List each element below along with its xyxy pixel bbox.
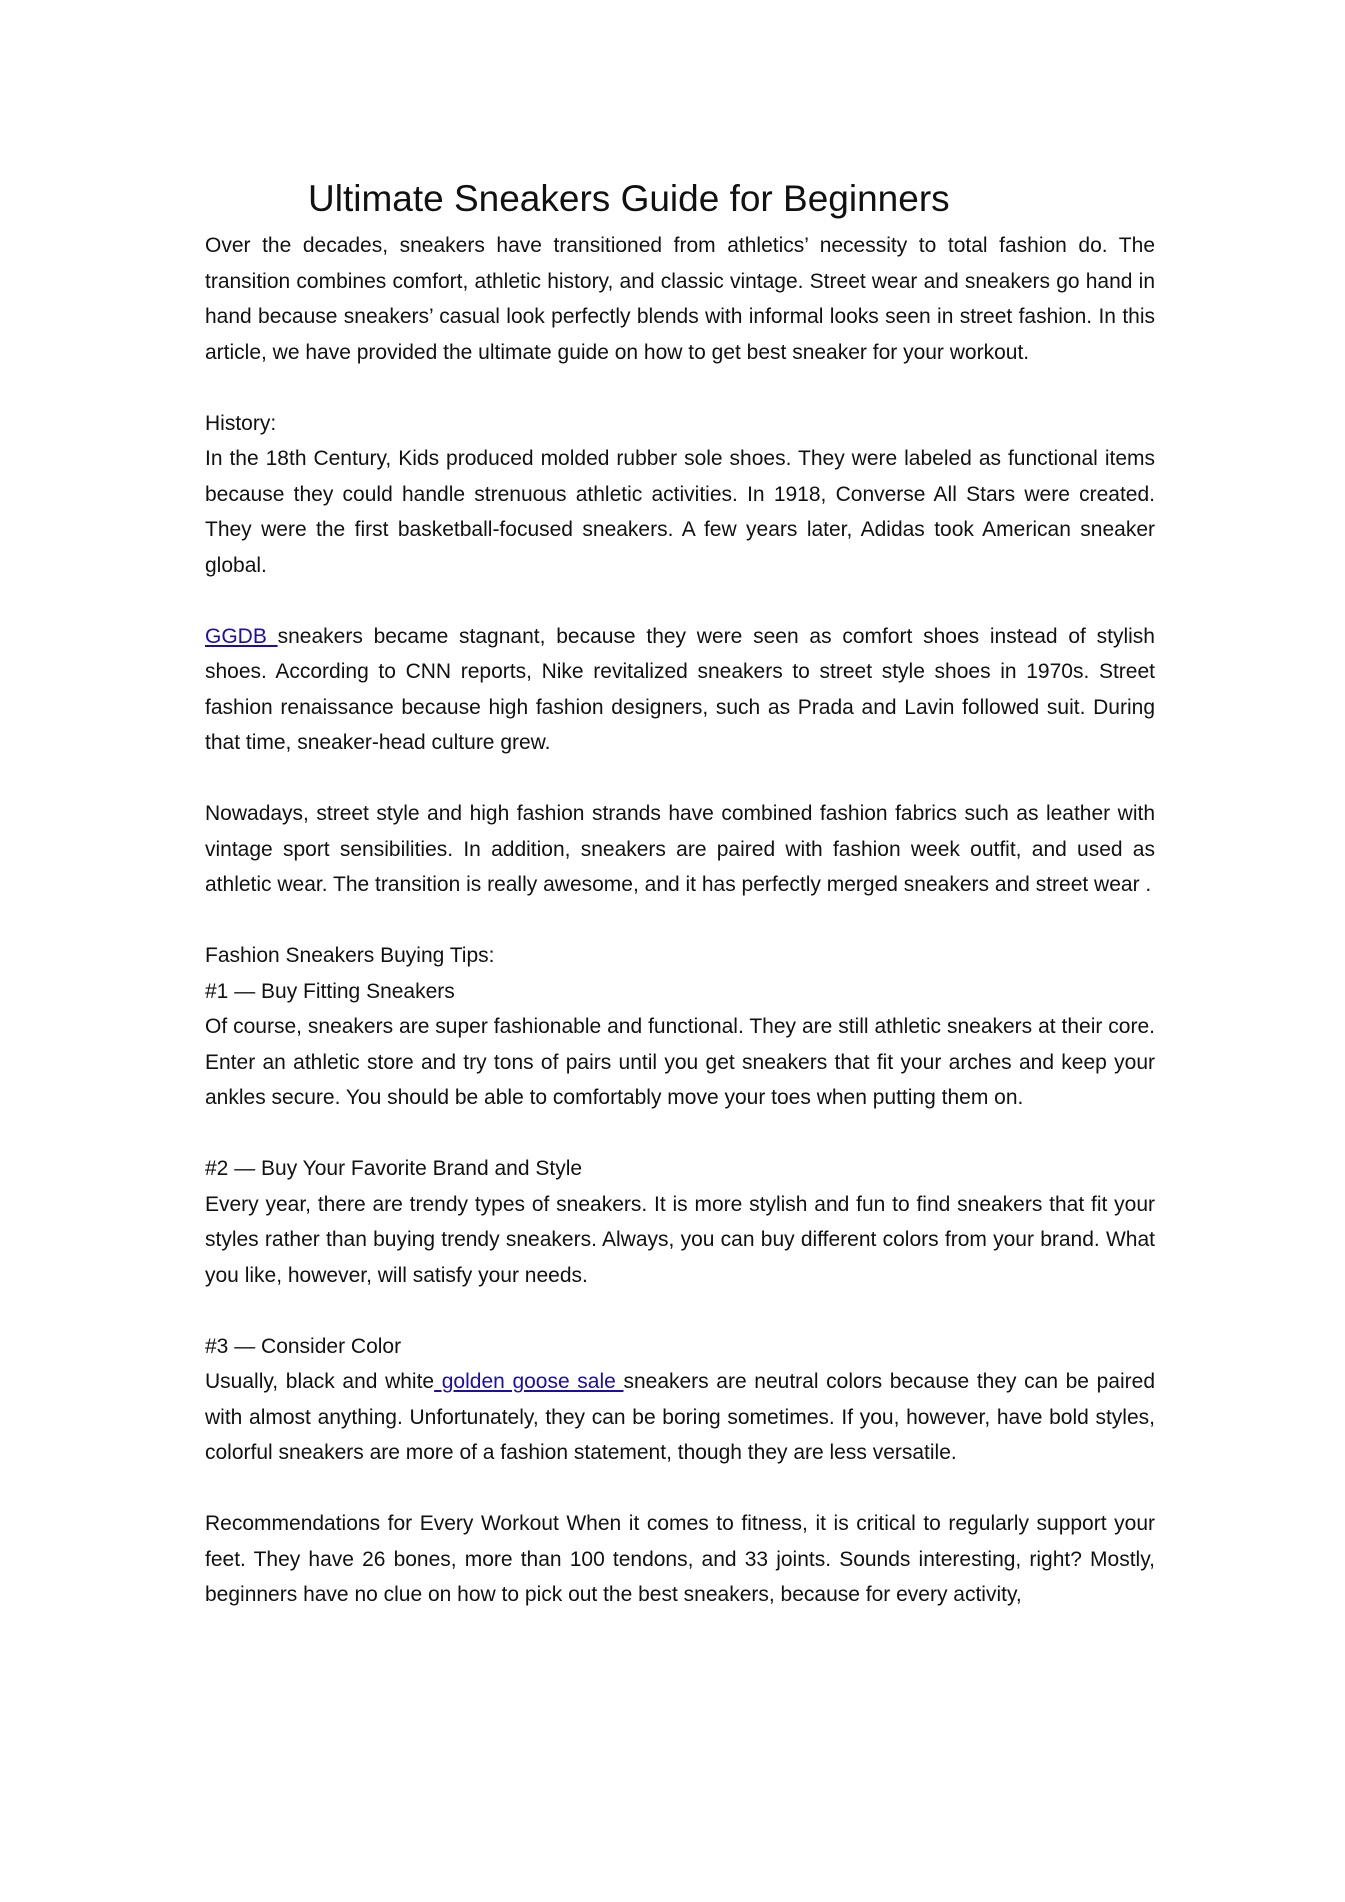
paragraph-spacer [205, 903, 1155, 939]
recommendations-paragraph: Recommendations for Every Workout When it comes to fitness, it is critical to regularly support your feet. They have 26 bones, more than 100 tendons, and 33 joints. Sounds interesting, right? Mostly, beginners have no clue on how to pick out the best sneakers, because for every activity, [205, 1512, 1155, 1606]
history-paragraph-1: In the 18th Century, Kids produced molded rubber sole shoes. They were labeled as functional items because they could handle strenuous athletic activities. In 1918, Converse All Stars were created. They were the first basketball-focused sneakers. A few years later, Adidas took American sneaker global. [205, 447, 1155, 577]
tip2-heading: #2 — Buy Your Favorite Brand and Style [205, 1157, 583, 1180]
tip3-body [205, 1364, 1155, 1471]
tip1-heading: #1 — Buy Fitting Sneakers [205, 979, 455, 1003]
ggdb-link[interactable]: GGDB [205, 624, 278, 648]
tip1-body: Of course, sneakers are super fashionable and functional. They are still athletic sneakers at their core. Enter an athletic store and try tons of pairs until you get sneakers that fit your arches and keep your ankles secure. You should be able to comfortably move your toes when putting them on. [205, 1015, 1155, 1109]
tips-heading: Fashion Sneakers Buying Tips: [205, 944, 495, 967]
history-paragraph-3: Nowadays, street style and high fashion strands have combined fashion fabrics such as leather with vintage sport sensibilities. In addition, sneakers are paired with fashion week outfit, and used as athletic wear. The transition is really awesome, and it has perfectly merged sneakers and street wear . [205, 802, 1155, 896]
document-body [205, 170, 1155, 1613]
document-title: Ultimate Sneakers Guide for Beginners [308, 178, 950, 219]
intro-paragraph: Over the decades, sneakers have transitioned from athletics’ necessity to total fashion do. The transition combines comfort, athletic history, and classic vintage. Street wear and sneakers go hand in hand because sneakers’ casual look perfectly blends with informal looks seen in street fashion. In this article, we have provided the ultimate guide on how to get best sneaker for your workout. [205, 234, 1155, 364]
paragraph-spacer [205, 1471, 1155, 1507]
paragraph-spacer [205, 1116, 1155, 1152]
paragraph-spacer [205, 370, 1155, 406]
paragraph-spacer [205, 1293, 1155, 1329]
history-paragraph-2-text: sneakers became stagnant, because they were seen as comfort shoes instead of stylish shoes. According to CNN reports, Nike revitalized sneakers to street style shoes in 1970s. Street fashion renaissance because high fashion designers, such as Prada and Lavin followed suit. During that time, sneaker-head culture grew. [205, 624, 1155, 754]
paragraph-spacer [205, 583, 1155, 619]
paragraph-spacer [205, 761, 1155, 797]
tip3-body-start: Usually, black and white [205, 1370, 435, 1393]
golden-goose-sale-link[interactable]: golden goose sale [434, 1370, 624, 1393]
tip3-body-end: sneakers are neutral colors because they can be paired with almost anything. Unfortunately, they can be boring sometimes. If you, however, have bold styles, colorful sneakers are more of a fashion statement, though they are less versatile. [205, 1370, 1155, 1464]
tip3-heading: #3 — Consider Color [205, 1334, 402, 1358]
history-paragraph-2 [205, 619, 1155, 761]
history-heading: History: [205, 411, 277, 435]
tip2-body: Every year, there are trendy types of sneakers. It is more stylish and fun to find sneakers that fit your styles rather than buying trendy sneakers. Always, you can buy different colors from your brand. What you like, however, will satisfy your needs. [205, 1192, 1155, 1287]
